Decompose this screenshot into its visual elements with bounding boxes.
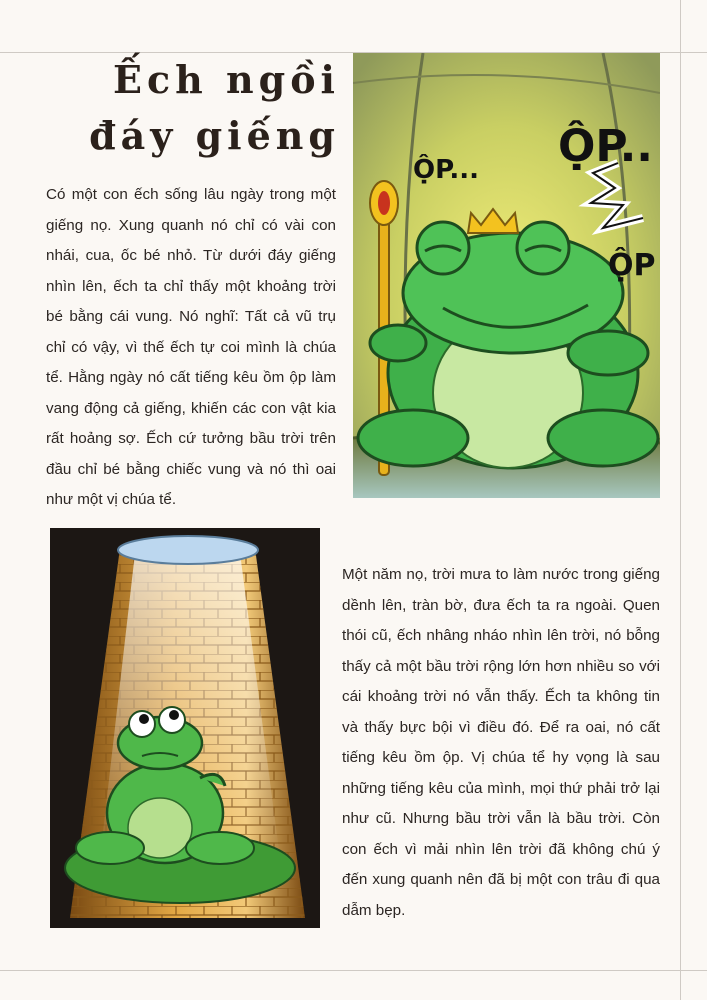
sound-effect-small: ỘP... [413,155,480,185]
title-line-1: Ếch ngồi [113,57,340,102]
paragraph-1: Có một con ếch sống lâu ngày trong một giếng nọ. Xung quanh nó chỉ có vài con nhái, cua, ốc bé nhỏ. Từ dưới đáy giếng nhìn lên, ếch ta chỉ thấy một khoảng trời bé bằng cái vung. Nó nghĩ: Tất cả vũ trụ chỉ có vậy, vì thế ếch tự coi mình là chúa tể. Hằng ngày nó cất tiếng kêu ồm ộp làm vang động cả giếng, khiến các con vật kia rất hoảng sợ. Ếch cứ tưởng bầu trời trên đầu chỉ bé bằng chiếc vung và nó thì oai như một vị chúa tể. [46,186,336,508]
guide-line-bottom [0,970,707,971]
guide-line-vertical [680,0,681,1000]
paragraph-2: Một năm nọ, trời mưa to làm nước trong giếng dềnh lên, tràn bờ, đưa ếch ta ra ngoài. Quen thói cũ, ếch nhâng nháo nhìn lên trời, nó bỗng thấy cả một bầu trời rộng lớn hơn nhiều so với cái khoảng trời nó vẫn thấy. Ếch ta không tin và thấy bực bội vì điều đó. Để ra oai, nó cất tiếng kêu ồm ộp. Vị chúa tể hy vọng là sau những tiếng kêu của mình, mọi thứ phải trở lại như cũ. Nhưng bầu trời vẫn là bầu trời. Còn con ếch vì mải nhìn lên trời đã không chú ý đến xung quanh nên đã bị một con trâu đi qua dẫm bẹp. [342,566,660,919]
title-line-2: đáy giếng [89,113,340,158]
frog-king-illustration [353,53,660,498]
frog-in-well-illustration [50,528,320,928]
sound-effect-large: ỘP.. [558,121,654,172]
sound-effect-side: ỘP [608,248,656,283]
page-title [40,52,340,164]
